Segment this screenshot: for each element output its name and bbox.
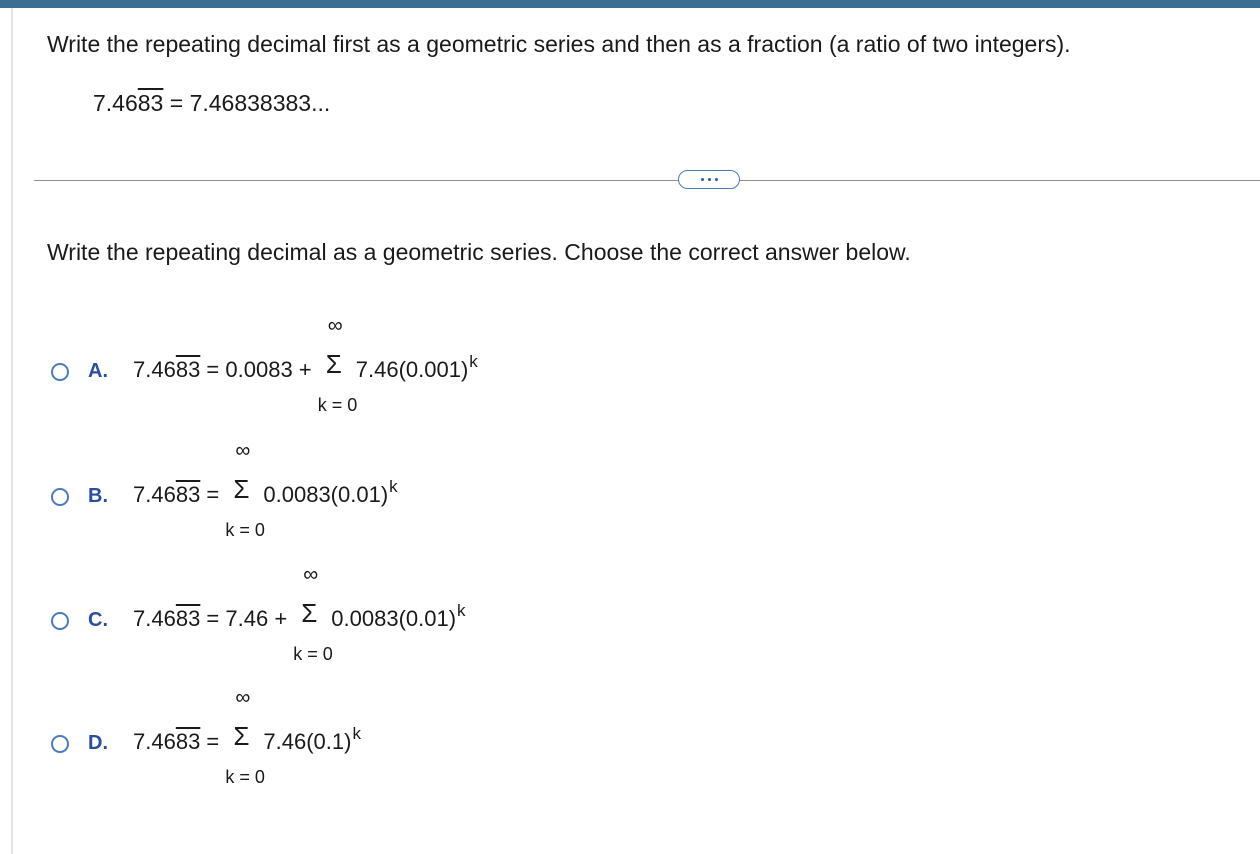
option-a-lhs-block: 83: [175, 357, 201, 382]
option-c-expression: [133, 563, 466, 664]
option-d-lower-limit: k = 0: [225, 767, 265, 787]
option-b-expression: [133, 439, 398, 540]
option-b-summation: [225, 439, 265, 540]
option-a-radio[interactable]: [51, 363, 69, 381]
section-divider: [34, 180, 1260, 181]
ellipsis-icon: [708, 178, 711, 181]
option-c-sigma: Σ: [301, 598, 318, 628]
option-b-term: 0.0083(0.01): [263, 482, 389, 507]
option-d-term: 7.46(0.1): [263, 729, 352, 754]
option-d-sigma: Σ: [233, 721, 250, 751]
option-b-exponent: k: [389, 477, 398, 496]
option-d-letter: D.: [88, 732, 108, 754]
option-a-expression: [133, 314, 478, 415]
option-d-exponent: k: [352, 724, 361, 743]
option-b-lhs-prefix: 7.46: [133, 482, 176, 507]
more-options-button[interactable]: [678, 170, 740, 189]
option-d-before-sum: =: [200, 729, 226, 754]
option-b-upper-limit: ∞: [235, 439, 251, 462]
option-c-lhs-block: 83: [175, 606, 201, 631]
option-a-upper-limit: ∞: [327, 314, 343, 337]
option-a-summation: [317, 314, 358, 415]
left-border: [11, 8, 13, 854]
option-a-sigma: Σ: [325, 349, 342, 379]
option-b-sigma: Σ: [233, 474, 250, 504]
option-a-exponent: k: [469, 352, 478, 371]
ellipsis-icon: [715, 178, 718, 181]
option-d-summation: [225, 686, 265, 787]
option-c-summation: [293, 563, 333, 664]
ellipsis-icon: [701, 178, 704, 181]
given-expanded: 7.46838383...: [189, 90, 331, 116]
option-a-lower-limit: k = 0: [317, 395, 358, 415]
option-d-lhs-prefix: 7.46: [133, 729, 176, 754]
question-text: Write the repeating decimal as a geometric series. Choose the correct answer below.: [47, 239, 911, 265]
given-equals: =: [163, 90, 190, 116]
option-c-letter: C.: [88, 609, 108, 631]
option-a-term: 7.46(0.001): [355, 357, 469, 382]
option-c-lower-limit: k = 0: [293, 644, 333, 664]
option-b-before-sum: =: [200, 482, 226, 507]
problem-prompt: Write the repeating decimal first as a geometric series and then as a fraction (a ratio of two integers).: [47, 31, 1071, 57]
option-c-lhs-prefix: 7.46: [133, 606, 176, 631]
option-a-letter: A.: [88, 360, 108, 382]
given-decimal: [93, 90, 330, 117]
option-d-expression: [133, 686, 361, 787]
option-d-lhs-block: 83: [175, 729, 201, 754]
option-d-radio[interactable]: [51, 735, 69, 753]
option-d-upper-limit: ∞: [235, 686, 251, 709]
option-c-before-sum: = 7.46 +: [200, 606, 294, 631]
option-b-lhs-block: 83: [175, 482, 201, 507]
option-a-lhs-prefix: 7.46: [133, 357, 176, 382]
given-repeating-block: 83: [137, 90, 164, 116]
option-b-letter: B.: [88, 485, 108, 507]
given-prefix: 7.46: [93, 90, 138, 116]
option-c-exponent: k: [457, 601, 466, 620]
option-c-term: 0.0083(0.01): [331, 606, 457, 631]
option-b-radio[interactable]: [51, 488, 69, 506]
option-c-upper-limit: ∞: [303, 563, 319, 586]
option-a-before-sum: = 0.0083 +: [200, 357, 318, 382]
option-c-radio[interactable]: [51, 612, 69, 630]
option-b-lower-limit: k = 0: [225, 520, 265, 540]
top-header-bar: [0, 0, 1260, 8]
